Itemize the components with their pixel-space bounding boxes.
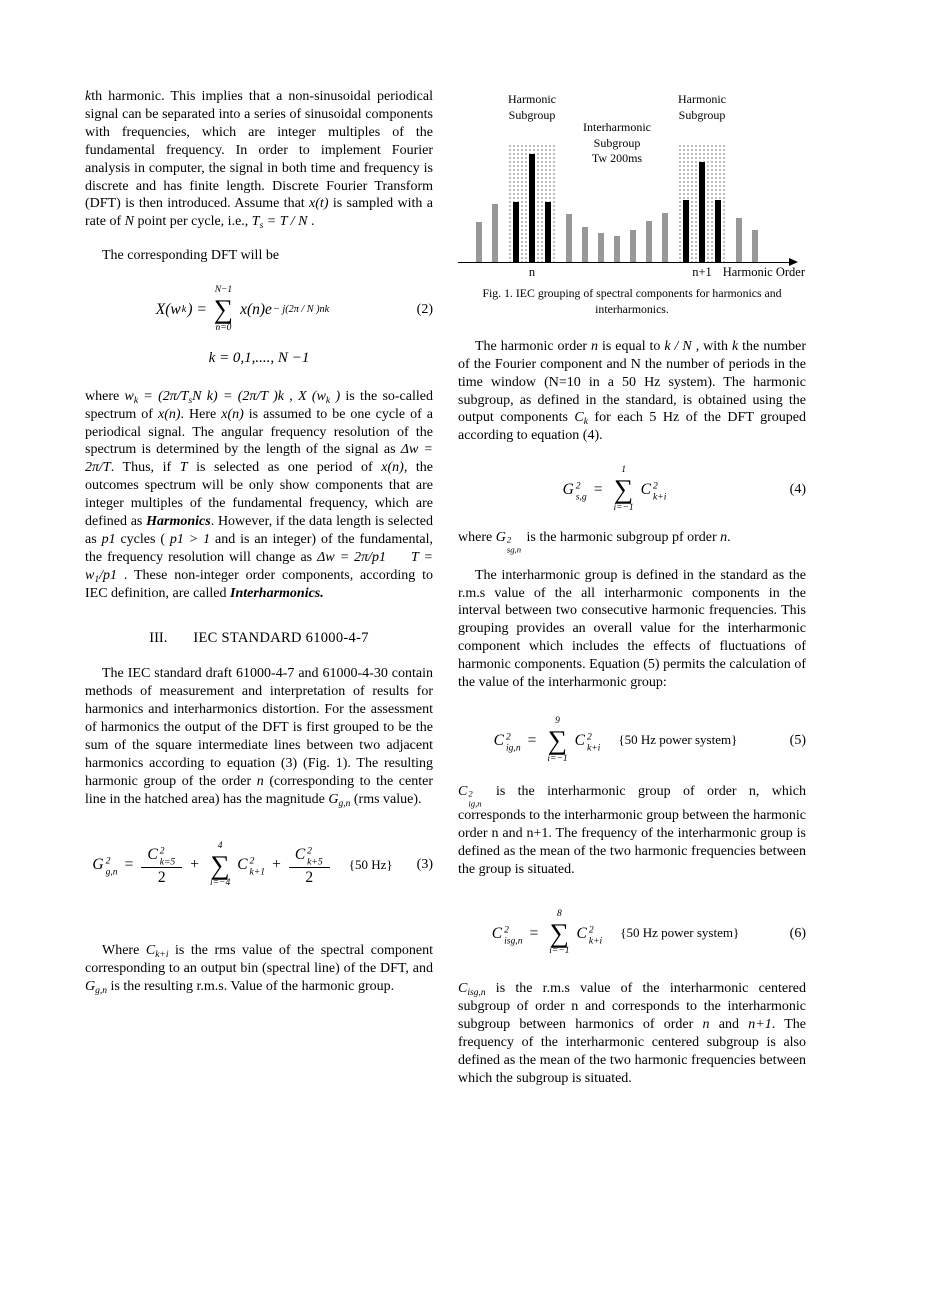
equals-sign: = <box>124 856 134 874</box>
spectral-line-bar <box>566 214 572 262</box>
summation-symbol <box>549 909 569 958</box>
eq4-sum-term: C <box>640 481 652 499</box>
equation-4-formula: G 2 s,g = 1 ∑ i=−1 C 2 k+i <box>562 465 667 513</box>
sum-upper-limit: 9 <box>555 715 560 726</box>
eq3-lhs-scripts: 2 g,n <box>105 856 118 879</box>
interharmonic-subgroup-label: Interharmonic Subgroup Tw 200ms <box>583 120 651 166</box>
spectral-line-bar <box>715 200 721 262</box>
equation-number: (4) <box>789 482 806 498</box>
equation-2-formula: X(w k ) = N−1 ∑ n=0 x(n)e − j(2π / N )nk <box>155 285 330 333</box>
section-title: IEC STANDARD 61000-4-7 <box>193 629 369 646</box>
equation-number: (2) <box>416 301 433 317</box>
harmonic-subgroup-left-label: Harmonic Subgroup <box>508 92 556 122</box>
left-column <box>85 88 433 996</box>
sigma-icon: ∑ <box>547 724 568 755</box>
equation-2 <box>85 285 433 334</box>
equals-sign: = <box>529 924 539 942</box>
paragraph-centered-subgroup-def: $C_{isg,n}$ is the r.m.s value of the interharmonic centered subgroup of order n and corresponds to the interharmonic subgroup between harmonics of order n and n+1. The frequency of the interharmonic centered subgroup is also defined as the mean of the two harmonic frequencies between which the subgroup is situated. <box>458 981 807 1086</box>
sum-lower-limit: i=−1 <box>549 946 570 957</box>
caption-line-2: interharmonics. <box>595 301 669 316</box>
spectral-line-bar <box>752 230 758 262</box>
sigma-icon: ∑ <box>213 294 234 325</box>
eq2-equals: ) = <box>187 300 207 318</box>
right-column <box>458 88 806 1088</box>
sum-upper-limit: 8 <box>557 908 562 919</box>
fraction-first-term: C 2 k=5 2 <box>141 844 182 887</box>
spectral-line-bar <box>492 204 498 262</box>
equation-number: (3) <box>416 857 433 873</box>
spectral-line-bar <box>736 218 742 262</box>
summation-symbol <box>210 841 230 890</box>
paragraph-interharmonic-group-def: C 2 ig,n is the interharmonic group of order n, which corresponds to the interharmonic group between the harmonic order n and n+1. The frequency of the interharmonic group is defined as the mean of the two harmonic frequencies between the group is situated. <box>458 784 806 878</box>
summation-symbol <box>613 465 633 514</box>
paragraph-kth-harmonic: kth harmonic. This implies that a non-sinusoidal periodical signal can be separated into a series of sinusoidal components with frequencies, which are integer multiples of the fundamental frequency. In order to implement Fourier analysis in computer, the signal in both time and frequency is discrete and has finite length. Discrete Fourier Transform (DFT) is then introduced. Assume that x(t) is sampled with a rate of N point per cycle, i.e., $T_s = T / N$ . <box>85 89 433 232</box>
spectral-line-bar <box>646 221 652 262</box>
figure-1 <box>458 88 806 318</box>
x-axis-ticks <box>458 262 805 280</box>
equation-2-range: k = 0,1,...., N −1 <box>208 349 310 366</box>
spectrum-bars <box>476 144 758 262</box>
equation-5 <box>458 716 806 765</box>
sigma-icon: ∑ <box>210 849 230 880</box>
paragraph-interharmonic-group: The interharmonic group is defined in the standard as the r.m.s value of the all interharmonic components in the interval between two consecutive harmonic frequencies. This grouping provides an overall value for the interharmonic component which includes the effects of fluctuations of harmonic components. Equation (5) permits the calculation of the value of the interharmonic group: <box>458 567 806 691</box>
equation-3 <box>85 834 433 896</box>
equation-condition: {50 Hz} <box>348 857 393 873</box>
eq2-body: x(n)e <box>240 300 272 318</box>
figure-1-caption <box>458 286 806 318</box>
section-heading-iii <box>85 629 433 648</box>
spectral-line-bar <box>513 202 519 262</box>
spectral-line-bar <box>476 222 482 262</box>
eq2-lhs: X(w <box>155 300 181 318</box>
sigma-icon: ∑ <box>549 917 569 948</box>
paragraph-iec-standard: The IEC standard draft 61000-4-7 and 61000-4-30 contain methods of measurement and interpretation of results for harmonics and interharmonics distortion. For the assessment of harmonics the output of the DFT is first grouped to be the sum of the square intermediate lines between two adjacent harmonics according to equation (3) (Fig. 1). The resulting harmonic group of the order n (corresponding to the center line in the hatched area) has the magnitude $G_{g,n}$ (rms value). <box>85 666 433 809</box>
fraction-last-term: C 2 k+5 2 <box>289 844 330 887</box>
paragraph-harmonic-order: The harmonic order n is equal to k / N , with k the number of the Fourier component and N the number of periods in the time window (N=10 in a 50 Hz system). The harmonic subgroup, as defined in the standard, is obtained using the output components $C_k$ for each 5 Hz of the DFT grouped according to equation (4). <box>458 338 806 444</box>
spectral-line-bar <box>582 227 588 262</box>
plus-sign: + <box>190 856 199 874</box>
equation-number: (5) <box>789 732 806 748</box>
sum-upper-limit: 4 <box>217 840 223 851</box>
figure-1-chart <box>458 88 805 280</box>
summation-symbol <box>214 285 233 334</box>
paragraph-spectrum-explanation: where $w_k = (2\pi/T_sN$ k) = (2π/T )k , X ($w_k$ ) is the so-called spectrum of x(n). Here x(n) is assumed to be one cycle of a periodical signal. The angular frequency resolution of the spectrum is determined by the length of the signal as Δw = 2π/T. Thus, if T is selected as one period of x(n), the outcomes spectrum will be only show components that are integer multiples of the fundamental frequency, which are defined as Harmonics. However, if the data length is selected as p1 cycles ( p1 > 1 and is an integer) of the fundamental, the frequency resolution will change as Δw = 2π/p1 $T = w_1/p1$ . These non-integer order components, according to IEC definition, are called Interharmonics. <box>85 388 434 601</box>
harmonic-subgroup-right-label: Harmonic Subgroup <box>678 92 726 122</box>
section-number: III. <box>149 629 168 646</box>
caption-line-1: Fig. 1. IEC grouping of spectral components for harmonics and <box>482 286 782 300</box>
summation-symbol <box>547 716 567 765</box>
sum-upper-limit: N−1 <box>214 285 233 296</box>
spectral-line-bar <box>545 202 551 262</box>
x-axis-title: Harmonic Order <box>722 265 805 279</box>
spectral-line-bar <box>630 230 636 262</box>
equation-condition: {50 Hz power system} <box>618 732 738 748</box>
sum-upper-limit: 1 <box>621 465 626 476</box>
eq6-sum-term: C <box>576 924 587 942</box>
equals-sign: = <box>527 731 537 749</box>
spectral-line-bar <box>529 154 535 262</box>
spectral-line-bar <box>683 200 689 262</box>
spectral-line-bar <box>614 236 620 262</box>
sum-lower-limit: i=−4 <box>209 878 231 889</box>
spectral-line-bar <box>598 233 604 262</box>
sum-lower-limit: n=0 <box>215 322 232 333</box>
paragraph-dft-lead-in: The corresponding DFT will be <box>102 248 280 264</box>
eq4-lhs: G <box>562 481 574 499</box>
tick-n-plus-1: n+1 <box>692 265 712 279</box>
spectral-line-bar <box>662 213 668 262</box>
harmonic-subgroup-hatch-box <box>678 144 726 262</box>
tick-n: n <box>528 265 536 279</box>
sum-lower-limit: i=−1 <box>613 502 634 513</box>
equation-number: (6) <box>789 925 806 941</box>
equation-condition: {50 Hz power system} <box>620 925 740 941</box>
eq6-lhs: C <box>491 924 503 942</box>
eq3-lhs: G <box>92 856 104 874</box>
paragraph-rms-definition: Where $C_{k+i}$ is the rms value of the spectral component corresponding to an output bin (spectral line) of the DFT, and $G_{g,n}$ is the resulting r.m.s. Value of the harmonic group. <box>85 943 433 997</box>
equals-sign: = <box>593 481 603 499</box>
eq5-sum-term: C <box>574 731 585 749</box>
spectral-line-bar <box>699 162 705 262</box>
harmonic-subgroup-hatch-box <box>508 144 556 262</box>
equation-5-formula: C 2 ig,n = 9 ∑ i=−1 C 2 k+i {50 Hz power system} <box>493 715 738 764</box>
paragraph-subgroup-note: where G 2 sg,n is the harmonic subgroup pf order n. <box>458 529 731 555</box>
equation-3-formula: G 2 g,n = C 2 k=5 2 + 4 ∑ i=−4 C 2 k+1 + C 2 k+5 2 {50 Hz} <box>92 840 393 889</box>
eq5-lhs: C <box>493 731 504 749</box>
equation-4 <box>458 465 806 514</box>
sigma-icon: ∑ <box>613 474 634 505</box>
plus-sign: + <box>272 856 281 874</box>
equation-6 <box>458 909 806 958</box>
sum-lower-limit: i=−1 <box>547 753 568 764</box>
spectrum-plot-area <box>458 138 805 262</box>
eq3-sum-term: C <box>237 856 248 874</box>
equation-6-formula: C 2 isg,n = 8 ∑ i=−1 C 2 k+i {50 Hz power system} <box>491 908 740 957</box>
